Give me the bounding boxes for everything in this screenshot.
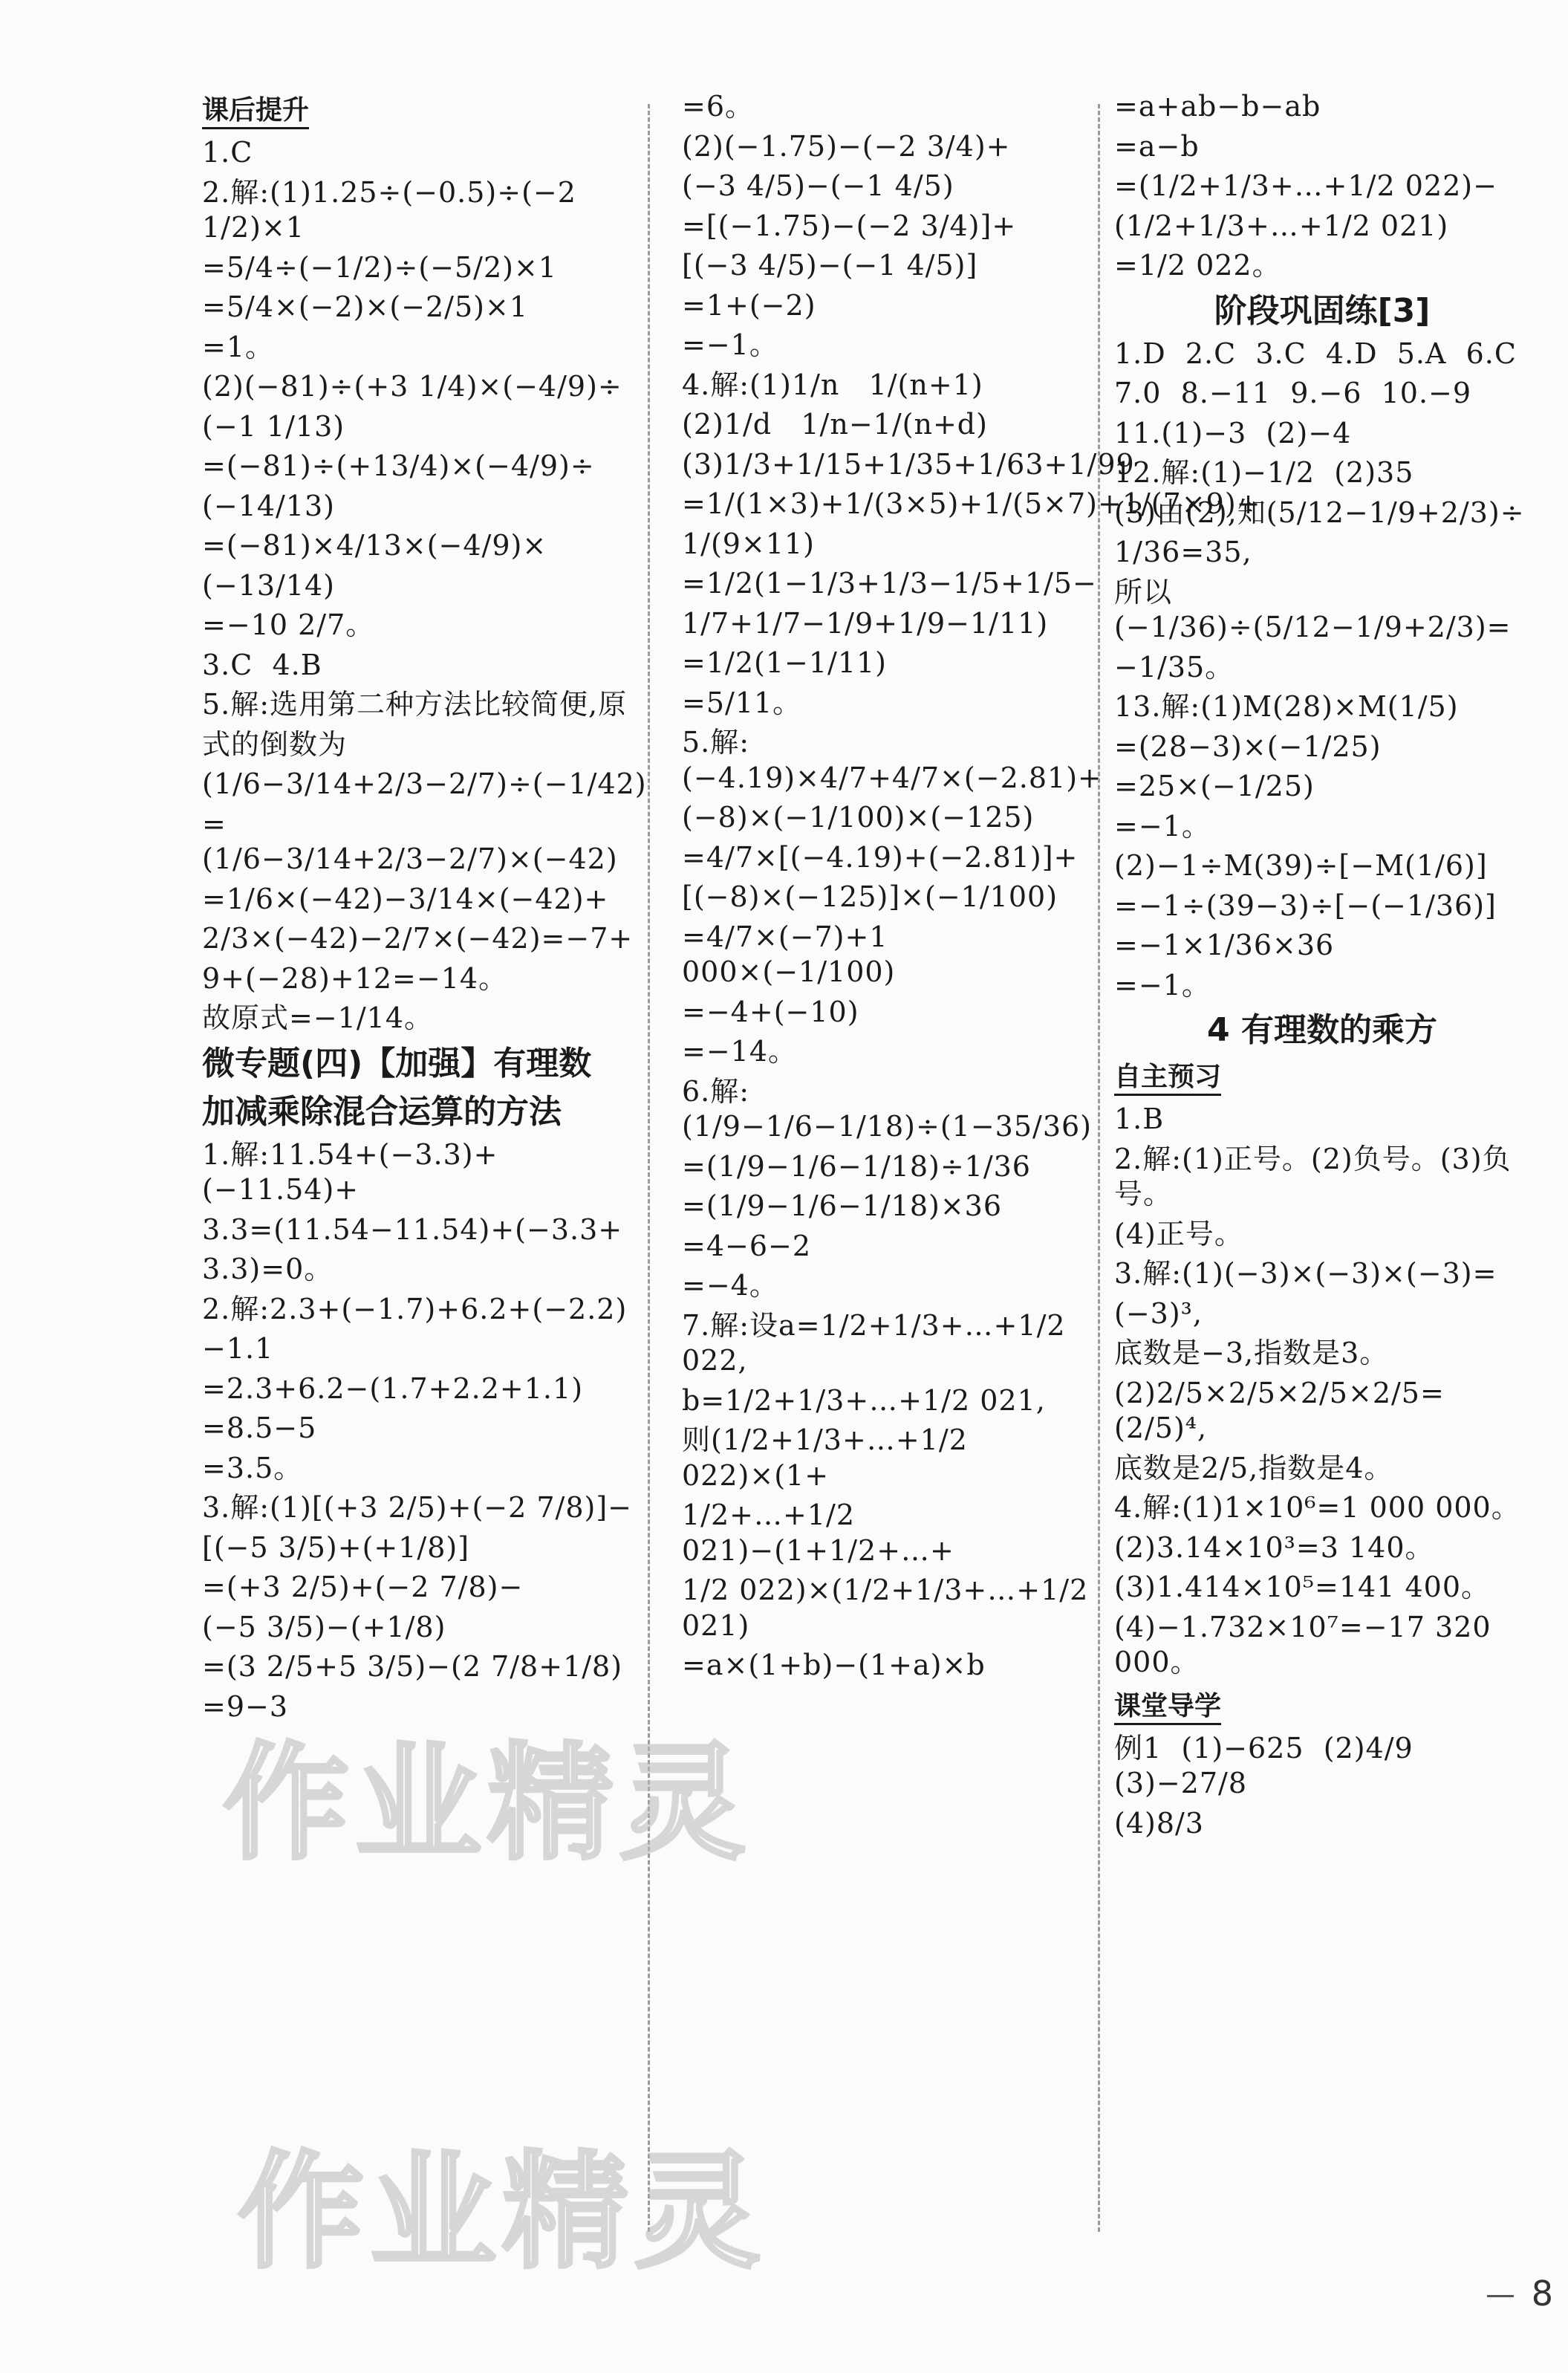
answer-line: (1/2+1/3+…+1/2 021) <box>1114 209 1449 242</box>
answer-line: −1.1 <box>202 1332 274 1366</box>
answer-line: 1.D 2.C 3.C 4.D 5.A 6.C <box>1114 337 1517 370</box>
answer-line: =(1/9−1/6−1/18)÷1/36 <box>682 1149 1031 1183</box>
answer-line: 1/2+…+1/2 021)−(1+1/2+…+ <box>682 1499 954 1567</box>
answer-line: (−8)×(−1/100)×(−125) <box>682 801 1035 834</box>
answer-line: 12.解:(1)−1/2 (2)35 <box>1114 456 1414 490</box>
answer-line: 1/7+1/7−1/9+1/9−1/11) <box>682 606 1049 640</box>
answer-line: 13.解:(1)M(28)×M(1/5) <box>1114 690 1459 724</box>
answer-line: =(1/6−3/14+2/3−2/7)×(−42) <box>202 807 618 875</box>
answer-line: 底数是2/5,指数是4。 <box>1114 1451 1393 1484</box>
answer-line: =5/4×(−2)×(−2/5)×1 <box>202 290 529 323</box>
answer-line: 故原式=−1/14。 <box>202 1002 434 1034</box>
answer-line: (1/6−3/14+2/3−2/7)÷(−1/42) <box>202 767 647 800</box>
answer-line: =−10 2/7。 <box>202 608 375 641</box>
answer-line: =4/7×(−7)+1 000×(−1/100) <box>682 920 898 988</box>
answer-line: 5.解:选用第二种方法比较简便,原 <box>202 688 628 721</box>
answer-line: 3.3=(11.54−11.54)+(−3.3+ <box>202 1213 623 1246</box>
answer-line: 4.解:(1)1×10⁶=1 000 000。 <box>1114 1491 1520 1525</box>
answer-line: 则(1/2+1/3+…+1/2 022)×(1+ <box>682 1424 977 1492</box>
chapter-heading: 微专题(四)【加强】有理数 <box>202 1044 592 1082</box>
answer-line: =a×(1+b)−(1+a)×b <box>682 1649 986 1681</box>
answer-line: 例1 (1)−625 (2)4/9 (3)−27/8 <box>1114 1731 1433 1800</box>
answer-line: (−3 4/5)−(−1 4/5) <box>682 169 954 202</box>
answer-line: =5/11。 <box>682 686 802 719</box>
answer-line: (3)由(2),知(5/12−1/9+2/3)÷ <box>1114 496 1525 529</box>
answer-column-right <box>1114 89 1530 2262</box>
watermark: 作业精灵 <box>238 2139 767 2286</box>
chapter-heading: 阶段巩固练[3] <box>1214 291 1431 330</box>
answer-line: 4.解:(1)1/n 1/(n+1) <box>682 368 983 401</box>
column-divider <box>1098 104 1100 2232</box>
answer-line: (−5 3/5)−(+1/8) <box>202 1610 446 1643</box>
chapter-heading: 4 有理数的乘方 <box>1207 1011 1437 1050</box>
answer-line: 5.解:(−4.19)×4/7+4/7×(−2.81)+ <box>682 726 1102 794</box>
answer-line: (4)−1.732×10⁷=−17 320 000。 <box>1114 1610 1501 1679</box>
answer-line: 1/2 022)×(1/2+1/3+…+1/2 021) <box>682 1574 1099 1642</box>
answer-line: =−4。 <box>682 1269 778 1302</box>
answer-line: 6.解:(1/9−1/6−1/18)÷(1−35/36) <box>682 1074 1092 1143</box>
answer-line: 11.(1)−3 (2)−4 <box>1114 416 1352 449</box>
answer-line: 9+(−28)+12=−14。 <box>202 961 508 995</box>
answer-line: =(1/2+1/3+…+1/2 022)− <box>1114 169 1497 202</box>
answer-line: =(+3 2/5)+(−2 7/8)− <box>202 1571 524 1604</box>
answer-line: =(1/9−1/6−1/18)×36 <box>682 1189 1003 1222</box>
answer-line: =1/2(1−1/11) <box>682 646 887 679</box>
answer-line: 1/(9×11) <box>682 527 815 560</box>
answer-line: =4−6−2 <box>682 1229 812 1262</box>
page-number: 8 <box>1487 2273 1553 2314</box>
answer-line: =1/2 022。 <box>1114 249 1281 282</box>
answer-line: 1/36=35, <box>1114 536 1252 569</box>
answer-line: (2)2/5×2/5×2/5×2/5=(2/5)⁴, <box>1114 1376 1445 1445</box>
section-title: 课后提升 <box>202 89 309 129</box>
answer-line: 式的倒数为 <box>202 727 348 761</box>
answer-line: =(−81)÷(+13/4)×(−4/9)÷ <box>202 449 595 482</box>
answer-line: (4)8/3 <box>1114 1806 1204 1840</box>
answer-line: (−3)³, <box>1114 1296 1203 1330</box>
answer-line: [(−8)×(−125)]×(−1/100) <box>682 880 1058 913</box>
answer-line: =(−81)×4/13×(−4/9)× <box>202 529 547 562</box>
answer-line: =a−b <box>1114 129 1200 163</box>
answer-line: (3)1/3+1/15+1/35+1/63+1/99 <box>682 447 1135 481</box>
answer-line: =25×(−1/25) <box>1114 770 1315 803</box>
answer-line: 2.解:(1)正号。(2)负号。(3)负号。 <box>1114 1142 1512 1211</box>
answer-line: 3.解:(1)[(+3 2/5)+(−2 7/8)]− <box>202 1491 633 1525</box>
answer-line: 所以(−1/36)÷(5/12−1/9+2/3)= <box>1114 575 1512 644</box>
answer-line: [(−3 4/5)−(−1 4/5)] <box>682 249 978 282</box>
answer-line: 2.解:(1)1.25÷(−0.5)÷(−2 1/2)×1 <box>202 175 587 244</box>
answer-line: =1/(1×3)+1/(3×5)+1/(5×7)+1/(7×9)+ <box>682 487 1261 520</box>
answer-line: 3.3)=0。 <box>202 1253 334 1286</box>
chapter-heading: 加减乘除混合运算的方法 <box>202 1092 562 1131</box>
section-title: 课堂导学 <box>1114 1685 1221 1725</box>
answer-line: 3.C 4.B <box>202 648 322 681</box>
answer-line: [(−5 3/5)+(+1/8)] <box>202 1530 470 1564</box>
answer-line: (−14/13) <box>202 489 335 522</box>
answer-line: (2)−1÷M(39)÷[−M(1/6)] <box>1114 849 1488 883</box>
answer-line: =5/4÷(−1/2)÷(−5/2)×1 <box>202 250 557 284</box>
answer-line: (2)(−81)÷(+3 1/4)×(−4/9)÷ <box>202 370 622 403</box>
answer-line: 1.C <box>202 136 253 169</box>
answer-line: =1/6×(−42)−3/14×(−42)+ <box>202 882 609 915</box>
answer-line: =−4+(−10) <box>682 995 859 1028</box>
answer-line: =a+ab−b−ab <box>1114 90 1321 123</box>
answer-line: (2)1/d 1/n−1/(n+d) <box>682 408 988 441</box>
answer-line: b=1/2+1/3+…+1/2 021, <box>682 1383 1046 1417</box>
answer-line: =−1。 <box>682 328 778 361</box>
answer-column-left <box>202 89 647 2262</box>
answer-line: 2.解:2.3+(−1.7)+6.2+(−2.2) <box>202 1292 628 1325</box>
answer-line: =6。 <box>682 90 755 123</box>
answer-line: 1.解:11.54+(−3.3)+(−11.54)+ <box>202 1137 498 1207</box>
section-title: 自主预习 <box>1114 1056 1221 1096</box>
answer-line: =1。 <box>202 330 275 363</box>
answer-line: =−1。 <box>1114 968 1211 1002</box>
answer-line: (2)3.14×10³=3 140。 <box>1114 1530 1434 1564</box>
answer-line: 3.解:(1)(−3)×(−3)×(−3)= <box>1114 1257 1497 1291</box>
answer-line: =(28−3)×(−1/25) <box>1114 730 1382 763</box>
answer-line: =−14。 <box>682 1035 798 1068</box>
answer-line: =[(−1.75)−(−2 3/4)]+ <box>682 209 1017 242</box>
column-divider <box>648 104 650 2232</box>
answer-line: =8.5−5 <box>202 1412 317 1445</box>
answer-line: 2/3×(−42)−2/7×(−42)=−7+ <box>202 922 634 955</box>
answer-line: 7.0 8.−11 9.−6 10.−9 <box>1114 377 1472 410</box>
answer-line: 1.B <box>1114 1103 1165 1136</box>
answer-line: =2.3+6.2−(1.7+2.2+1.1) <box>202 1371 584 1405</box>
answer-line: =−1×1/36×36 <box>1114 929 1335 962</box>
answer-line: (2)(−1.75)−(−2 3/4)+ <box>682 129 1011 163</box>
answer-line: −1/35。 <box>1114 650 1234 684</box>
answer-line: (−1 1/13) <box>202 409 345 443</box>
answer-line: 7.解:设a=1/2+1/3+…+1/2 022, <box>682 1308 1076 1377</box>
answer-line: =4/7×[(−4.19)+(−2.81)]+ <box>682 840 1079 874</box>
answer-line: =1+(−2) <box>682 288 816 322</box>
answer-line: =3.5。 <box>202 1451 303 1484</box>
answer-line: =−1。 <box>1114 809 1211 843</box>
answer-line: 底数是−3,指数是3。 <box>1114 1337 1389 1370</box>
answer-line: =−1÷(39−3)÷[−(−1/36)] <box>1114 889 1497 922</box>
answer-line: =9−3 <box>202 1689 289 1723</box>
answer-line: (−13/14) <box>202 568 335 602</box>
answer-line: (4)正号。 <box>1114 1217 1243 1250</box>
answer-line: (3)1.414×10⁵=141 400。 <box>1114 1571 1491 1604</box>
answer-line: =1/2(1−1/3+1/3−1/5+1/5− <box>682 567 1097 600</box>
answer-line: =(3 2/5+5 3/5)−(2 7/8+1/8) <box>202 1650 623 1684</box>
watermark: 作业精灵 <box>223 1730 752 1877</box>
